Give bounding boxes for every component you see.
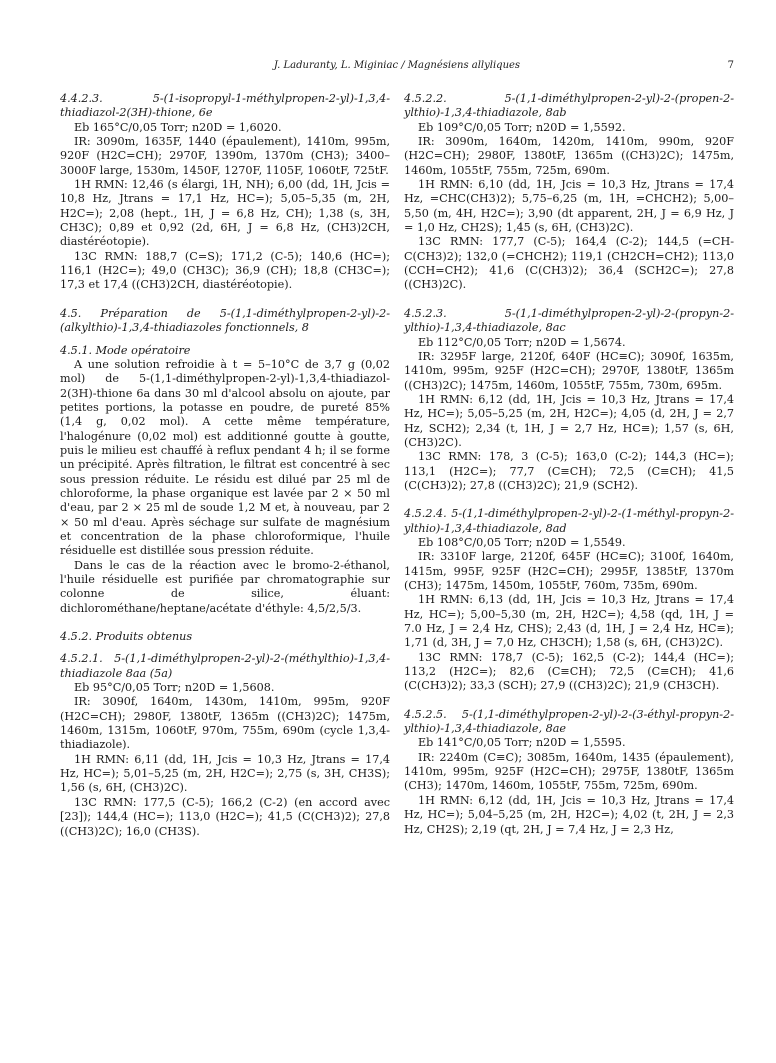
boiling-point: Eb 112°C/0,05 Torr; n20D = 1,5674. bbox=[418, 335, 626, 349]
h-nmr-data: 1H RMN: 6,12 (dd, 1H, Jcis = 10,3 Hz, Jtrans = 17,4 Hz, HC=); 5,05–5,25 (m, 2H, H2C=); 4,05 (d, 2H, J = 2,7 Hz, SCH2); 2,34 (t, 1H, J = 2,7 Hz, HC≡); 1,57 (s, 6H, (CH3)2C). bbox=[404, 392, 734, 449]
ir-data: IR: 3295F large, 2120f, 640F (HC≡C); 3090f, 1635m, 1410m, 995m, 925F (H2C=CH); 2970F, 1380tF, 1365m ((CH3)2C); 1475m, 1460m, 1055tF, 755m, 730m, 695m. bbox=[404, 349, 734, 392]
ir-data: IR: 2240m (C≡C); 3085m, 1640m, 1435 (épaulement), 1410m, 995m, 925F (H2C=CH); 2975F, 1380tF, 1365m (CH3); 1470m, 1460m, 1055tF, 755m, 725m, 690m. bbox=[404, 750, 734, 793]
page-header bbox=[60, 60, 734, 76]
c-nmr-data: 13C RMN: 177,7 (C-5); 164,4 (C-2); 144,5 (=CH-C(CH3)2); 132,0 (=CHCH2); 119,1 (CH2CH=CH2); 113,0 (CCH=CH2); 41,6 (C(CH3)2); 36,4 (SCH2C=); 27,8 ((CH3)2C). bbox=[404, 235, 734, 292]
compound-heading: 4.5.2.4. 5-(1,1-diméthylpropen-2-yl)-2-(1-méthyl-propyn-2-ylthio)-1,3,4-thiadiazole, 8ad bbox=[404, 507, 734, 535]
compound-heading: 4.5.2.2. 5-(1,1-diméthylpropen-2-yl)-2-(propen-2-ylthio)-1,3,4-thiadiazole, 8ab bbox=[404, 92, 734, 120]
ir-data: IR: 3090m, 1635F, 1440 (épaulement), 1410m, 995m, 920F (H2C=CH); 2970F, 1390m, 1370m (CH3); 3400–3000F large, 1530m, 1450F, 1270F, 1105F, 1060tF, 725tF. bbox=[60, 135, 390, 177]
h-nmr-data: 1H RMN: 6,13 (dd, 1H, Jcis = 10,3 Hz, Jtrans = 17,4 Hz, HC=); 5,00–5,30 (m, 2H, H2C=); 4,58 (qd, 1H, J = 7.0 Hz, J = 2,4 Hz, CHS); 2,43 (d, 1H, J = 2,4 Hz, HC≡); 1,71 (d, 3H, J = 7,0 Hz, CH3CH); 1,58 (s, 6H, (CH3)2C). bbox=[404, 593, 734, 650]
right-column bbox=[404, 92, 734, 837]
c-nmr-data: 13C RMN: 178, 3 (C-5); 163,0 (C-2); 144,3 (HC=); 113,1 (H2C=); 77,7 (C≡CH); 72,5 (C≡CH); 41,5 (C(CH3)2); 27,8 ((CH3)2C); 21,9 (SCH2). bbox=[404, 450, 734, 492]
ir-data: IR: 3310F large, 2120f, 645F (HC≡C); 3100f, 1640m, 1415m, 995F, 925F (H2C=CH); 2995F, 1385tF, 1370m (CH3); 1475m, 1450m, 1055tF, 760m, 735m, 690m. bbox=[404, 550, 734, 592]
h-nmr-data: 1H RMN: 12,46 (s élargi, 1H, NH); 6,00 (dd, 1H, Jcis = 10,8 Hz, Jtrans = 17,1 Hz, HC=); 5,05–5,35 (m, 2H, H2C=); 2,08 (hept., 1H, J = 6,8 Hz, CH); 1,38 (s, 3H, CH3C); 0,89 et 0,92 (2d, 6H, J = 6,8 Hz, (CH3)2CH, diastéréotopie). bbox=[60, 178, 390, 249]
boiling-point: Eb 95°C/0,05 Torr; n20D = 1,5608. bbox=[74, 681, 275, 695]
page-number: 7 bbox=[727, 60, 734, 71]
ir-data: IR: 3090f, 1640m, 1430m, 1410m, 995m, 920F (H2C=CH); 2980F, 1380tF, 1365m ((CH3)2C); 1475m, 1460m, 1315m, 1060tF, 970m, 755m, 690m (cycle 1,3,4-thiadiazole). bbox=[60, 695, 390, 752]
left-column bbox=[60, 92, 390, 839]
c-nmr-data: 13C RMN: 188,7 (C=S); 171,2 (C-5); 140,6 (HC=); 116,1 (H2C=); 49,0 (CH3C); 36,9 (CH); 18,8 (CH3C=); 17,3 et 17,4 ((CH3)2CH, diastéréotopie). bbox=[60, 249, 390, 292]
c-nmr-data: 13C RMN: 177,5 (C-5); 166,2 (C-2) (en accord avec [23]); 144,4 (HC=); 113,0 (H2C=); 41,5 (C(CH3)2); 27,8 ((CH3)2C); 16,0 (CH3S). bbox=[60, 795, 390, 838]
section-heading: 4.5. Préparation de 5-(1,1-diméthylpropen-2-yl)-2-(alkylthio)-1,3,4-thiadiazoles fonctionnels, 8 bbox=[60, 306, 390, 335]
procedure-paragraph: Dans le cas de la réaction avec le bromo-2-éthanol, l'huile résiduelle est purifiée par chromatographie sur colonne de silice, éluant: dichlorométhane/heptane/acétate d'éthyle: 4,5/2,5/3. bbox=[60, 558, 390, 615]
ir-data: IR: 3090m, 1640m, 1420m, 1410m, 990m, 920F (H2C=CH); 2980F, 1380tF, 1365m ((CH3)2C); 1475m, 1460m, 1055tF, 755m, 725m, 690m. bbox=[404, 135, 734, 177]
h-nmr-data: 1H RMN: 6,10 (dd, 1H, Jcis = 10,3 Hz, Jtrans = 17,4 Hz, =CHC(CH3)2); 5,75–6,25 (m, 1H, =CHCH2); 5,00–5,50 (m, 4H, H2C=); 3,90 (dt apparent, 2H, J = 6,9 Hz, J = 1,0 Hz, CH2S); 1,45 (s, 6H, (CH3)2C). bbox=[404, 178, 734, 235]
h-nmr-data: 1H RMN: 6,11 (dd, 1H, Jcis = 10,3 Hz, Jtrans = 17,4 Hz, HC=); 5,01–5,25 (m, 2H, H2C=); 2,75 (s, 3H, CH3S); 1,56 (s, 6H, (CH3)2C). bbox=[60, 752, 390, 795]
boiling-point: Eb 141°C/0,05 Torr; n20D = 1,5595. bbox=[418, 736, 626, 750]
compound-heading: 4.5.2.1. 5-(1,1-diméthylpropen-2-yl)-2-(méthylthio)-1,3,4-thiadiazole 8aa (5a) bbox=[60, 652, 390, 680]
running-head: J. Laduranty, L. Miginiac / Magnésiens allyliques bbox=[273, 60, 521, 71]
boiling-point: Eb 165°C/0,05 Torr; n20D = 1,6020. bbox=[74, 120, 282, 134]
procedure-paragraph: A une solution refroidie à t = 5–10°C de 3,7 g (0,02 mol) de 5-(1,1-diméthylpropen-2-yl)-1,3,4-thiadiazol-2(3H)-thione 6a dans 30 ml d'alcool absolu on ajoute, par petites portions, la potasse en poudre, de pureté 85% (1,4 g, 0,02 mol). A cette même température, l'halogénure (0,02 mol) est additionné goutte à goutte, puis le milieu est chauffé à reflux pendant 4 h; il se forme un précipité. Après filtration, le filtrat est concentré à sec sous pression réduite. Le résidu est dilué par 25 ml de chloroforme, la phase organique est lavée par 2 × 50 ml d'eau, par 2 × 25 ml de soude 1,2 M et, à nouveau, par 2 × 50 ml d'eau. Après séchage sur sulfate de magnésium et concentration de la phase chloroformique, l'huile résiduelle est distillée sous pression réduite. bbox=[60, 357, 390, 558]
subsection-heading: 4.5.2. Produits obtenus bbox=[60, 630, 193, 644]
h-nmr-data: 1H RMN: 6,12 (dd, 1H, Jcis = 10,3 Hz, Jtrans = 17,4 Hz, HC=); 5,04–5,25 (m, 2H, H2C=); 4,02 (t, 2H, J = 2,3 Hz, CH2S); 2,19 (qt, 2H, J = 7,4 Hz, J = 2,3 Hz, bbox=[404, 793, 734, 836]
compound-heading: 4.5.2.5. 5-(1,1-diméthylpropen-2-yl)-2-(3-éthyl-propyn-2-ylthio)-1,3,4-thiadiazole, 8ae bbox=[404, 707, 734, 736]
subsection-heading: 4.5.1. Mode opératoire bbox=[60, 343, 191, 357]
compound-heading: 4.5.2.3. 5-(1,1-diméthylpropen-2-yl)-2-(propyn-2-ylthio)-1,3,4-thiadiazole, 8ac bbox=[404, 306, 734, 335]
boiling-point: Eb 108°C/0,05 Torr; n20D = 1,5549. bbox=[418, 535, 626, 549]
section-heading: 4.4.2.3. 5-(1-isopropyl-1-méthylpropen-2-yl)-1,3,4-thiadiazol-2(3H)-thione, 6e bbox=[60, 92, 390, 120]
boiling-point: Eb 109°C/0,05 Torr; n20D = 1,5592. bbox=[418, 120, 626, 134]
c-nmr-data: 13C RMN: 178,7 (C-5); 162,5 (C-2); 144,4 (HC=); 113,2 (H2C=); 82,6 (C≡CH); 72,5 (C≡CH); 41,6 (C(CH3)2); 33,3 (SCH); 27,9 ((CH3)2C); 21,9 (CH3CH). bbox=[404, 650, 734, 693]
